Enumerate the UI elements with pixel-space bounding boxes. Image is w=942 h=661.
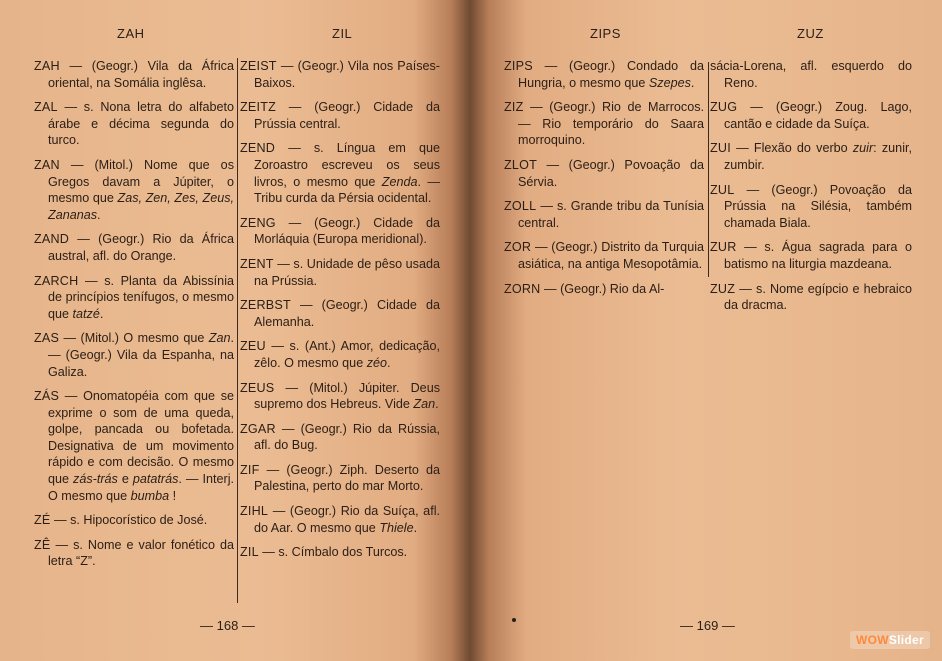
dictionary-entry	[34, 157, 234, 223]
dictionary-entry	[240, 462, 440, 495]
dictionary-entry	[240, 140, 440, 206]
entry-headword: ZENT	[240, 256, 274, 271]
entry-text: — Onomatopéia com que se exprime o som de uma queda, golpe, pancada ou bofetada. Designativa de um movimento rápido e com decisão. O mesmo que	[48, 389, 234, 487]
dictionary-entry	[240, 544, 440, 561]
entry-text: — (Mitol.) Nome que os Gregos davam a Júpiter, o mesmo que	[48, 157, 234, 206]
dictionary-entry	[710, 140, 912, 173]
entry-headword: ZEUS	[240, 380, 275, 395]
left-page-column-1	[34, 58, 234, 578]
entry-text: : zunir, zumbir.	[724, 141, 912, 172]
entry-italic: tatzé	[72, 306, 100, 321]
entry-text: .	[97, 207, 101, 222]
entry-text: — (Geogr.) Vila nos Países-Baixos.	[254, 59, 440, 90]
dictionary-entry	[710, 239, 912, 272]
entry-text: — s. Hipocorístico de José.	[50, 513, 208, 528]
entry-italic: Szepes	[648, 75, 691, 90]
entry-headword: ZAN	[34, 157, 60, 172]
entry-headword: ZIHL	[240, 504, 269, 519]
entry-text: — (Geogr.) Povoação da Prússia na Silésia, também chamada Biala.	[724, 182, 912, 230]
entry-text: — s. Unidade de pêso usada na Prússia.	[254, 256, 440, 288]
column-divider	[708, 62, 709, 277]
entry-headword: ZAS	[34, 331, 60, 346]
entry-headword: ZUL	[710, 182, 735, 197]
dictionary-entry	[710, 99, 912, 132]
entry-italic: zéo	[366, 355, 388, 370]
dictionary-entry	[504, 198, 704, 231]
dictionary-entry	[34, 273, 234, 323]
entry-headword: ZIZ	[504, 100, 524, 115]
entry-text: — (Geogr.) Rio da África austral, afl. do Orange.	[48, 232, 234, 263]
entry-text: — (Geogr.) Rio da Al-	[540, 281, 665, 296]
entry-text: — (Geogr.) Cidade da Alemanha.	[254, 298, 440, 329]
entry-headword: ZOR	[504, 240, 532, 255]
left-page-column-2	[240, 58, 440, 569]
entry-headword: ZEU	[240, 339, 266, 354]
entry-text: . — (Geogr.) Vila da Espanha, na Galiza.	[48, 331, 234, 379]
entry-headword: ZIF	[240, 462, 260, 477]
entry-italic: Thiele	[379, 520, 414, 535]
dictionary-entry	[240, 380, 440, 413]
dictionary-entry	[710, 281, 912, 314]
entry-text: — (Geogr.) Distrito da Turquia asiática, na antiga Mesopotâmia.	[518, 240, 704, 271]
right-page-column-1	[504, 58, 704, 305]
entry-text: — s. Grande tribu da Tunísia central.	[518, 199, 704, 230]
entry-headword: ZIPS	[504, 59, 533, 73]
entry-text: — (Geogr.) Rio da Rússia, afl. do Bug.	[254, 421, 440, 453]
entry-text: — (Geogr.) Zoug. Lago, cantão e cidade da Suíça.	[724, 100, 912, 131]
entry-text: — s. Língua em que Zoroastro escreveu os seus livros, o mesmo que	[254, 141, 440, 189]
dictionary-entry	[710, 182, 912, 232]
entry-headword: ZENG	[240, 215, 276, 230]
watermark-part1: WOW	[855, 633, 889, 647]
entry-text: . — Interj. O mesmo que	[48, 472, 234, 503]
dictionary-entry	[34, 231, 234, 264]
dictionary-entry	[34, 330, 234, 380]
right-page-header-right: ZUZ	[797, 26, 824, 41]
dictionary-entry	[240, 503, 440, 536]
entry-italic: bumba	[130, 488, 170, 503]
entry-headword: ZLOT	[504, 157, 537, 172]
entry-headword: ZÊ	[34, 537, 51, 552]
entry-headword: ZUR	[710, 240, 737, 255]
entry-text: — (Geogr.) Cidade da Morláquia (Europa meridional).	[254, 215, 440, 247]
dictionary-entry	[240, 297, 440, 330]
dictionary-entry	[240, 338, 440, 371]
entry-italic: patatrás	[132, 472, 179, 487]
left-page-header-left: ZAH	[117, 26, 145, 41]
entry-headword: ZORN	[504, 281, 541, 296]
dictionary-entry	[240, 215, 440, 248]
dictionary-entry	[240, 58, 440, 91]
page-number-168: — 168 —	[200, 618, 255, 633]
dictionary-entry	[504, 58, 704, 91]
entry-text: .	[690, 75, 695, 90]
dictionary-entry	[504, 157, 704, 190]
entry-text: — (Geogr.) Vila da África oriental, na Somália inglêsa.	[48, 59, 234, 90]
entry-headword: ZAL	[34, 100, 58, 115]
right-page-column-2	[710, 58, 912, 322]
entry-text: .	[413, 520, 418, 535]
entry-italic: Zan	[413, 397, 436, 412]
left-page-header-right: ZIL	[332, 26, 353, 41]
entry-headword: ZIL	[240, 545, 259, 560]
page-number-169: — 169 —	[680, 618, 735, 633]
entry-text: — (Geogr.) Povoação da Sérvia.	[518, 157, 704, 189]
entry-italic: Zan	[208, 331, 231, 346]
dictionary-entry	[34, 512, 234, 529]
entry-headword: ZGAR	[240, 421, 276, 436]
entry-headword: ZARCH	[34, 273, 79, 288]
entry-text: sácia-Lorena, afl. esquerdo do Reno.	[710, 59, 912, 90]
dictionary-entry	[240, 421, 440, 454]
right-page-header-left: ZIPS	[590, 26, 621, 41]
dictionary-entry	[240, 99, 440, 132]
dictionary-entry	[34, 58, 234, 91]
entry-headword: ZEIST	[240, 59, 277, 73]
entry-text: .	[99, 306, 104, 321]
entry-headword: ZÉ	[34, 513, 51, 528]
entry-headword: ZUI	[710, 141, 731, 156]
entry-headword: ZEND	[240, 141, 276, 156]
entry-italic: Zas, Zen, Zes, Zeus, Zananas	[48, 191, 235, 222]
entry-headword: ZOLL	[504, 199, 537, 214]
dictionary-entry	[34, 388, 234, 504]
wowslider-watermark	[850, 631, 930, 649]
entry-text: . — Tribu curda da Pérsia ocidental.	[254, 174, 441, 206]
entry-headword: ZEITZ	[240, 100, 276, 115]
entry-italic: zuir	[852, 141, 874, 156]
entry-text: — s. (Ant.) Amor, dedicação, zêlo. O mesmo que	[254, 339, 440, 370]
entry-text: e	[117, 472, 133, 487]
left-page	[0, 0, 470, 661]
dictionary-entry	[504, 281, 704, 298]
dictionary-entry	[504, 239, 704, 272]
right-page	[470, 0, 942, 661]
dictionary-entry	[34, 537, 234, 570]
entry-headword: ZERBST	[240, 298, 291, 313]
entry-text: — s. Nome egípcio e hebraico da dracma.	[724, 281, 912, 313]
dictionary-entry	[34, 99, 234, 149]
entry-text: — (Geogr.) Rio da Suíça, afl. do Aar. O mesmo que	[254, 504, 440, 535]
entry-text: .	[387, 355, 391, 370]
entry-headword: ZAND	[34, 232, 70, 247]
entry-text: — s. Planta da Abissínia de princípios tenífugos, o mesmo que	[48, 273, 234, 321]
entry-text: — s. Água sagrada para o batismo na liturgia mazdeana.	[724, 240, 912, 271]
entry-text: !	[169, 488, 177, 503]
entry-text: — s. Címbalo dos Turcos.	[258, 545, 408, 560]
entry-text: — (Geogr.) Condado da Hungria, o mesmo que	[518, 59, 704, 90]
entry-headword: ZUZ	[710, 281, 736, 296]
entry-text: — s. Nome e valor fonético da letra “Z”.	[48, 537, 234, 569]
entry-headword: ZUG	[710, 100, 738, 115]
column-divider	[237, 58, 238, 603]
dictionary-entry	[504, 99, 704, 149]
entry-italic: Zenda	[381, 174, 418, 189]
entry-headword: ZAH	[34, 59, 60, 73]
dictionary-entry	[710, 58, 912, 91]
entry-text: — (Geogr.) Rio de Marrocos. — Rio temporário do Saara morroquino.	[518, 100, 704, 148]
dictionary-entry	[240, 256, 440, 289]
entry-text: — Flexão do verbo	[730, 141, 853, 156]
entry-text: .	[435, 397, 439, 412]
entry-headword: ZÁS	[34, 389, 60, 404]
entry-text: — (Geogr.) Cidade da Prússia central.	[254, 100, 440, 131]
entry-italic: zás-trás	[73, 472, 118, 487]
entry-text: — (Mitol.) O mesmo que	[59, 331, 209, 346]
entry-text: — s. Nona letra do alfabeto árabe e décima segunda do turco.	[48, 100, 234, 148]
entry-text: — (Mitol.) Júpiter. Deus supremo dos Hebreus. Vide	[254, 380, 440, 412]
ink-dot	[512, 618, 516, 622]
entry-text: — (Geogr.) Ziph. Deserto da Palestina, perto do mar Morto.	[254, 462, 440, 494]
watermark-part2: Slider	[888, 633, 924, 647]
